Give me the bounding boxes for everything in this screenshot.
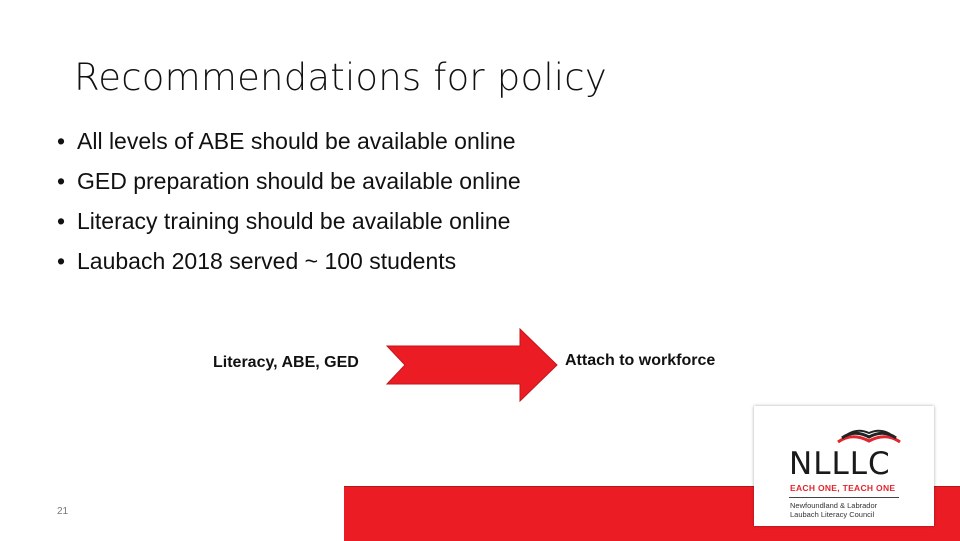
bullet-text: All levels of ABE should be available online [77,128,516,154]
slide-title: Recommendations for policy [74,56,607,99]
bullet-item [57,244,521,284]
logo-subtitle-line-2: Laubach Literacy Council [790,510,875,519]
organization-logo [754,406,934,526]
logo-divider [789,497,899,498]
bullet-text: GED preparation should be available online [77,168,521,194]
bullet-marker: • [57,128,66,154]
logo-tagline: EACH ONE, TEACH ONE [790,483,896,493]
bullet-text: Laubach 2018 served ~ 100 students [77,248,457,274]
logo-subtitle-line-1: Newfoundland & Labrador [790,501,878,510]
bullet-item [57,124,521,164]
right-arrow-icon [386,328,558,402]
bullet-marker: • [57,248,66,274]
open-book-icon [836,428,902,446]
slide-number: 21 [57,506,69,517]
bullet-list [57,124,521,284]
bullet-marker: • [57,168,66,194]
logo-wordmark: NLLLC [789,446,891,482]
bullet-text: Literacy training should be available online [77,208,511,234]
flow-source-label: Literacy, ABE, GED [213,354,359,371]
bullet-item [57,204,521,244]
bullet-marker: • [57,208,66,234]
flow-target-label: Attach to workforce [565,352,716,369]
bullet-item [57,164,521,204]
